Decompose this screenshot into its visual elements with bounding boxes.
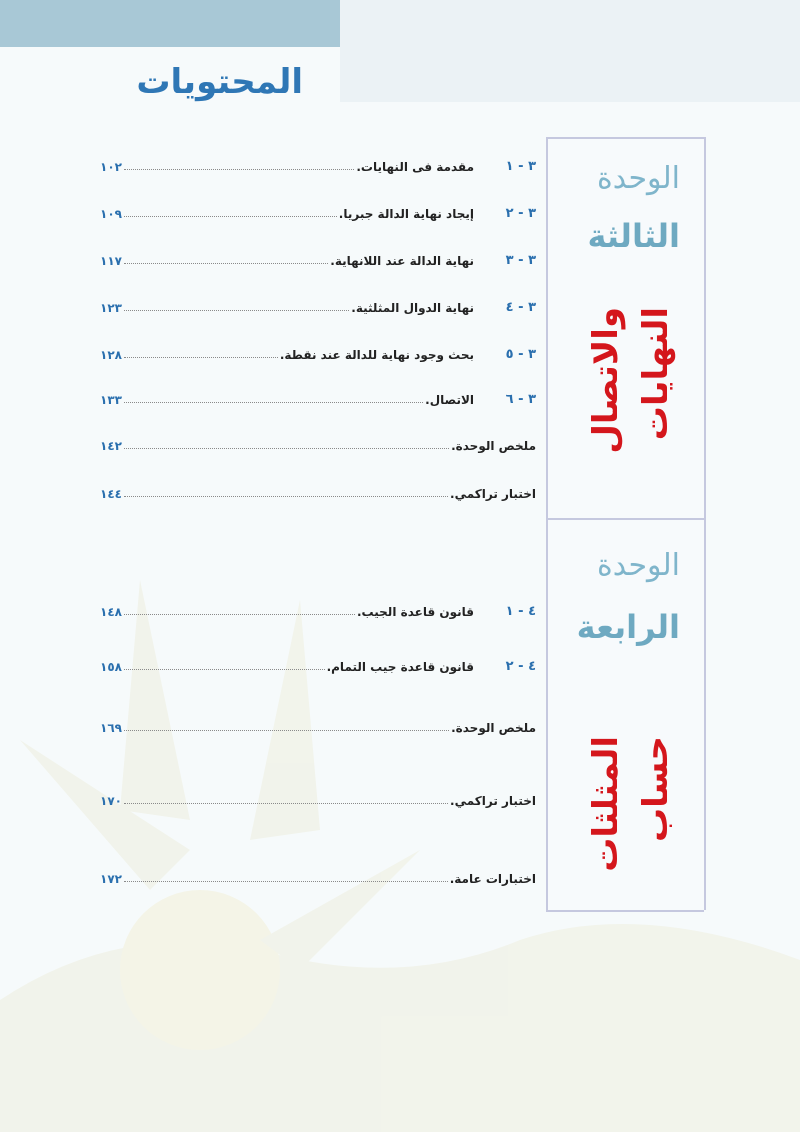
subject-line-2: المثلثات (586, 736, 626, 872)
toc-page-number: ١٠٢ (100, 160, 122, 174)
dot-leader (124, 263, 328, 264)
toc-page-number: ١٦٩ (100, 721, 122, 735)
unit-three-subject-tab (546, 277, 706, 520)
toc-title: نهاية الدوال المثلثية. (351, 301, 474, 315)
toc-section-number: ٣ - ١ (505, 159, 536, 174)
header-bar-right (340, 0, 800, 102)
dot-leader (124, 448, 449, 449)
dot-leader (124, 730, 449, 731)
toc-entry[interactable] (100, 652, 536, 674)
closing-rule (546, 910, 704, 912)
toc-page-number: ١٣٣ (100, 393, 122, 407)
toc-entry[interactable] (100, 713, 536, 735)
subject-line-1: النهايات (636, 307, 676, 441)
toc-page-number: ١٤٤ (100, 487, 122, 501)
toc-title: إيجاد نهاية الدالة جبريا. (338, 207, 474, 221)
toc-page-number: ١٤٢ (100, 439, 122, 453)
dot-leader (124, 496, 448, 497)
toc-entry[interactable] (100, 293, 536, 315)
dot-leader (124, 614, 355, 615)
toc-section-number: ٤ - ١ (505, 604, 536, 619)
toc-page-number: ١٧٢ (100, 872, 122, 886)
toc-section-number: ٣ - ٣ (505, 253, 536, 268)
toc-entry[interactable] (100, 864, 536, 886)
toc-title: اختبار تراكمي. (450, 487, 536, 501)
toc-section-number: ٣ - ٥ (505, 347, 536, 362)
toc-page-number: ١٧٠ (100, 794, 122, 808)
toc-title: نهاية الدالة عند اللانهاية. (330, 254, 474, 268)
toc-page-number: ١٢٣ (100, 301, 122, 315)
toc-title: مقدمة فى النهايات. (356, 160, 474, 174)
toc-entry[interactable] (100, 340, 536, 362)
toc-title: قانون قاعدة جيب التمام. (326, 660, 474, 674)
unit-four-subject-tab (546, 686, 706, 910)
dot-leader (124, 216, 337, 217)
toc-section-number: ٣ - ٦ (505, 392, 536, 407)
unit-four-tab (546, 518, 706, 690)
toc-entry[interactable] (100, 152, 536, 174)
dot-leader (124, 881, 448, 882)
dot-leader (124, 310, 349, 311)
toc-title: الاتصال. (425, 393, 474, 407)
toc-page-number: ١٤٨ (100, 605, 122, 619)
toc-entry[interactable] (100, 431, 536, 453)
header-bar-left (0, 0, 340, 47)
toc-title: اختبارات عامة. (449, 872, 536, 886)
toc-title: ملخص الوحدة. (451, 721, 536, 735)
dot-leader (124, 357, 278, 358)
toc-title: اختبار تراكمي. (450, 794, 536, 808)
toc-page-number: ١٠٩ (100, 207, 122, 221)
unit-three-tab (546, 137, 706, 279)
toc-section-number: ٤ - ٢ (505, 659, 536, 674)
dot-leader (124, 669, 325, 670)
page-title: المحتويات (136, 62, 303, 102)
toc-title: ملخص الوحدة. (451, 439, 536, 453)
toc-section-number: ٣ - ٢ (505, 206, 536, 221)
toc-section-number: ٣ - ٤ (505, 300, 536, 315)
dot-leader (124, 402, 423, 403)
toc-entry[interactable] (100, 246, 536, 268)
dot-leader (124, 169, 354, 170)
toc-entry[interactable] (100, 597, 536, 619)
dot-leader (124, 803, 448, 804)
toc-entry[interactable] (100, 385, 536, 407)
toc-entry[interactable] (100, 786, 536, 808)
unit-number-name: الثالثة (587, 217, 680, 255)
toc-entry[interactable] (100, 479, 536, 501)
toc-title: بحث وجود نهاية للدالة عند نقطة. (279, 348, 474, 362)
toc-entry[interactable] (100, 199, 536, 221)
toc-page-number: ١٥٨ (100, 660, 122, 674)
unit-label: الوحدة (597, 161, 680, 196)
unit-number-name: الرابعة (576, 608, 680, 646)
subject-line-2: والاتصال (586, 307, 626, 454)
subject-line-1: حساب (636, 736, 676, 843)
toc-page-number: ١٢٨ (100, 348, 122, 362)
unit-label: الوحدة (597, 548, 680, 583)
toc-page-number: ١١٧ (100, 254, 122, 268)
toc-title: قانون قاعدة الجيب. (357, 605, 474, 619)
